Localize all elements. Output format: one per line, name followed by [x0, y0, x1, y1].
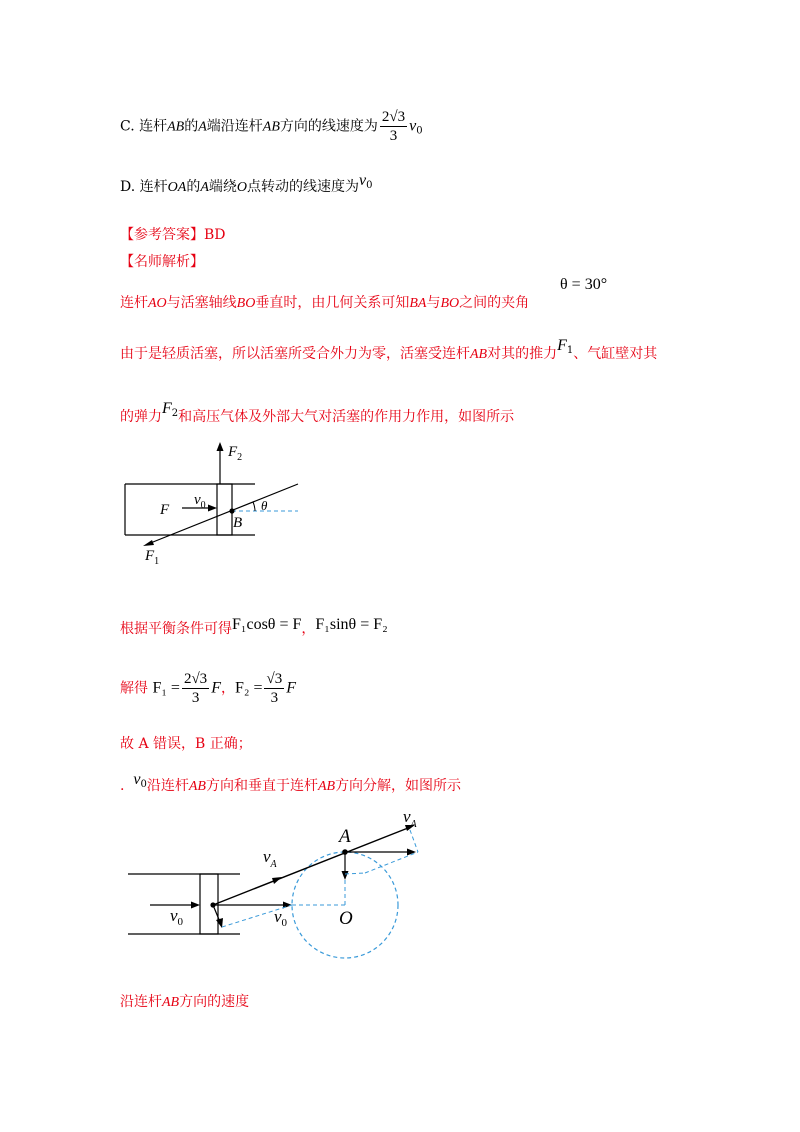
text-ab: AB [162, 995, 180, 1010]
option-d-text: 的 [186, 179, 201, 195]
text-separator: ， [220, 680, 235, 697]
reference-answer: 【参考答案】BD [120, 227, 226, 243]
option-d-v-sub: 0 [366, 180, 373, 191]
solution-f: F [211, 679, 221, 697]
v0-input-arrowhead [191, 902, 200, 909]
text: 沿连杆 [146, 778, 189, 794]
label-b: B [233, 515, 243, 531]
text-ba: BA [409, 296, 427, 311]
force-f2-sub: 2 [171, 408, 179, 419]
analysis-title: 【名师解析】 [120, 254, 204, 270]
theta-arc [253, 502, 255, 511]
option-c [120, 108, 423, 145]
label-f: F [160, 502, 170, 518]
text: 和高压气体及外部大气对活塞的作用力作用，如图所示 [178, 409, 515, 425]
label-v0: $v_0$ [194, 492, 206, 511]
force-f2: F [162, 400, 172, 417]
velocity-v0-sub: 0 [140, 779, 147, 790]
text: 方向分解，如图所示 [335, 778, 462, 794]
f-arrowhead [208, 505, 217, 512]
text: 根据平衡条件可得 [120, 621, 232, 637]
solution-f2-fraction [264, 670, 284, 707]
text: 由于是轻质活塞，所以活塞所受合外力为零，活塞受连杆 [120, 346, 470, 362]
option-c-text: 端沿连杆 [206, 118, 263, 135]
option-c-v-sub: 0 [416, 125, 423, 137]
text: 与 [426, 295, 441, 311]
text: 的弹力 [120, 409, 162, 425]
equation-cos: F₁cosθ = F [232, 616, 302, 633]
text: 之间的夹角 [459, 295, 530, 311]
analysis-paragraph-8 [120, 991, 249, 1011]
option-d [120, 172, 373, 197]
solution-f: F [286, 679, 296, 697]
force-f1-sub: 1 [566, 345, 574, 356]
va-mid-arrowhead [272, 877, 282, 884]
text-bo: BO [236, 296, 256, 311]
text: 方向和垂直于连杆 [205, 778, 318, 794]
analysis-paragraph-1 [120, 292, 529, 312]
option-c-v: v [409, 117, 417, 135]
theta-equation: θ = 30° [560, 276, 608, 293]
text: 连杆 [120, 295, 148, 311]
f2-arrowhead [217, 442, 224, 451]
label-va-mid: $v_A$ [263, 847, 277, 870]
a-perp-arrowhead [342, 871, 349, 880]
text: 方向的速度 [179, 994, 250, 1010]
a-parallelogram-dashed [345, 873, 365, 874]
option-d-text: 点转动的线速度为 [247, 179, 359, 195]
option-c-prefix: C. 连杆 [120, 118, 168, 135]
label-theta: θ [261, 498, 268, 513]
solution-f1-fraction [182, 670, 209, 707]
text: 解得 [120, 680, 148, 697]
analysis-paragraph-4 [120, 618, 388, 638]
label-v0-left: $v_0$ [170, 906, 184, 928]
option-d-a: A [200, 180, 209, 195]
text-separator: ， [301, 621, 316, 637]
solution-f2: F₂ = [234, 679, 263, 697]
velocity-v0: v [133, 771, 141, 788]
velocity-decomposition-diagram [120, 800, 440, 980]
option-d-o: O [236, 180, 247, 195]
option-d-v: v [359, 172, 367, 189]
text-ab: AB [317, 779, 336, 794]
option-c-ab: AB [167, 119, 185, 135]
label-o: O [339, 908, 353, 929]
option-c-ab: AB [262, 119, 280, 135]
label-v0-right: $v_0$ [274, 907, 288, 929]
force-f1: F [557, 337, 567, 354]
text: 与活塞轴线 [166, 295, 237, 311]
analysis-paragraph-7 [120, 771, 462, 796]
analysis-paragraph-6: 故 A 错误，B 正确； [120, 736, 252, 752]
option-c-text: 方向的线速度为 [279, 118, 378, 135]
text: 沿连杆 [120, 994, 162, 1010]
fraction-numerator: 2√3 [381, 109, 406, 125]
a-parallelogram-dashed [365, 852, 418, 873]
fraction-denominator: 3 [191, 690, 200, 706]
point-a [342, 849, 348, 855]
fraction-numerator: 2√3 [183, 671, 208, 687]
fraction-denominator: 3 [270, 690, 279, 706]
option-d-oa: OA [167, 180, 187, 195]
option-c-a: A [198, 119, 207, 135]
text: . [120, 778, 125, 794]
a-parallelogram-dashed [410, 830, 418, 852]
label-f1: $F_1$ [145, 548, 160, 567]
point-b [210, 902, 215, 907]
equation-sin: F₁sinθ = F₂ [315, 616, 388, 633]
analysis-paragraph-2 [120, 337, 658, 364]
fraction-denominator: 3 [389, 128, 398, 144]
solution-f1: F₁ = [152, 679, 180, 697]
text: 垂直时，由几何关系可知 [255, 295, 410, 311]
option-c-text: 的 [184, 118, 199, 135]
text: 对其的推力 [487, 346, 558, 362]
text-ab: AB [188, 779, 206, 794]
label-a: A [339, 826, 351, 847]
text: 、气缸壁对其 [573, 346, 658, 362]
analysis-paragraph-3 [120, 400, 515, 427]
piston-force-diagram [110, 432, 320, 572]
text-ab: AB [470, 347, 488, 362]
option-c-fraction [380, 108, 407, 145]
text-bo: BO [440, 296, 460, 311]
label-f2: $F_2$ [228, 444, 243, 463]
label-va-top: $v_A$ [403, 807, 417, 830]
text-ao: AO [148, 296, 167, 311]
fraction-numerator: √3 [266, 671, 283, 687]
rod-ab [213, 828, 408, 905]
point-b [229, 508, 234, 513]
analysis-paragraph-5 [120, 670, 296, 707]
option-d-prefix: D. 连杆 [120, 179, 168, 195]
option-d-text: 端绕 [208, 179, 237, 195]
piston [217, 484, 232, 535]
f1-arrowhead [143, 540, 154, 546]
